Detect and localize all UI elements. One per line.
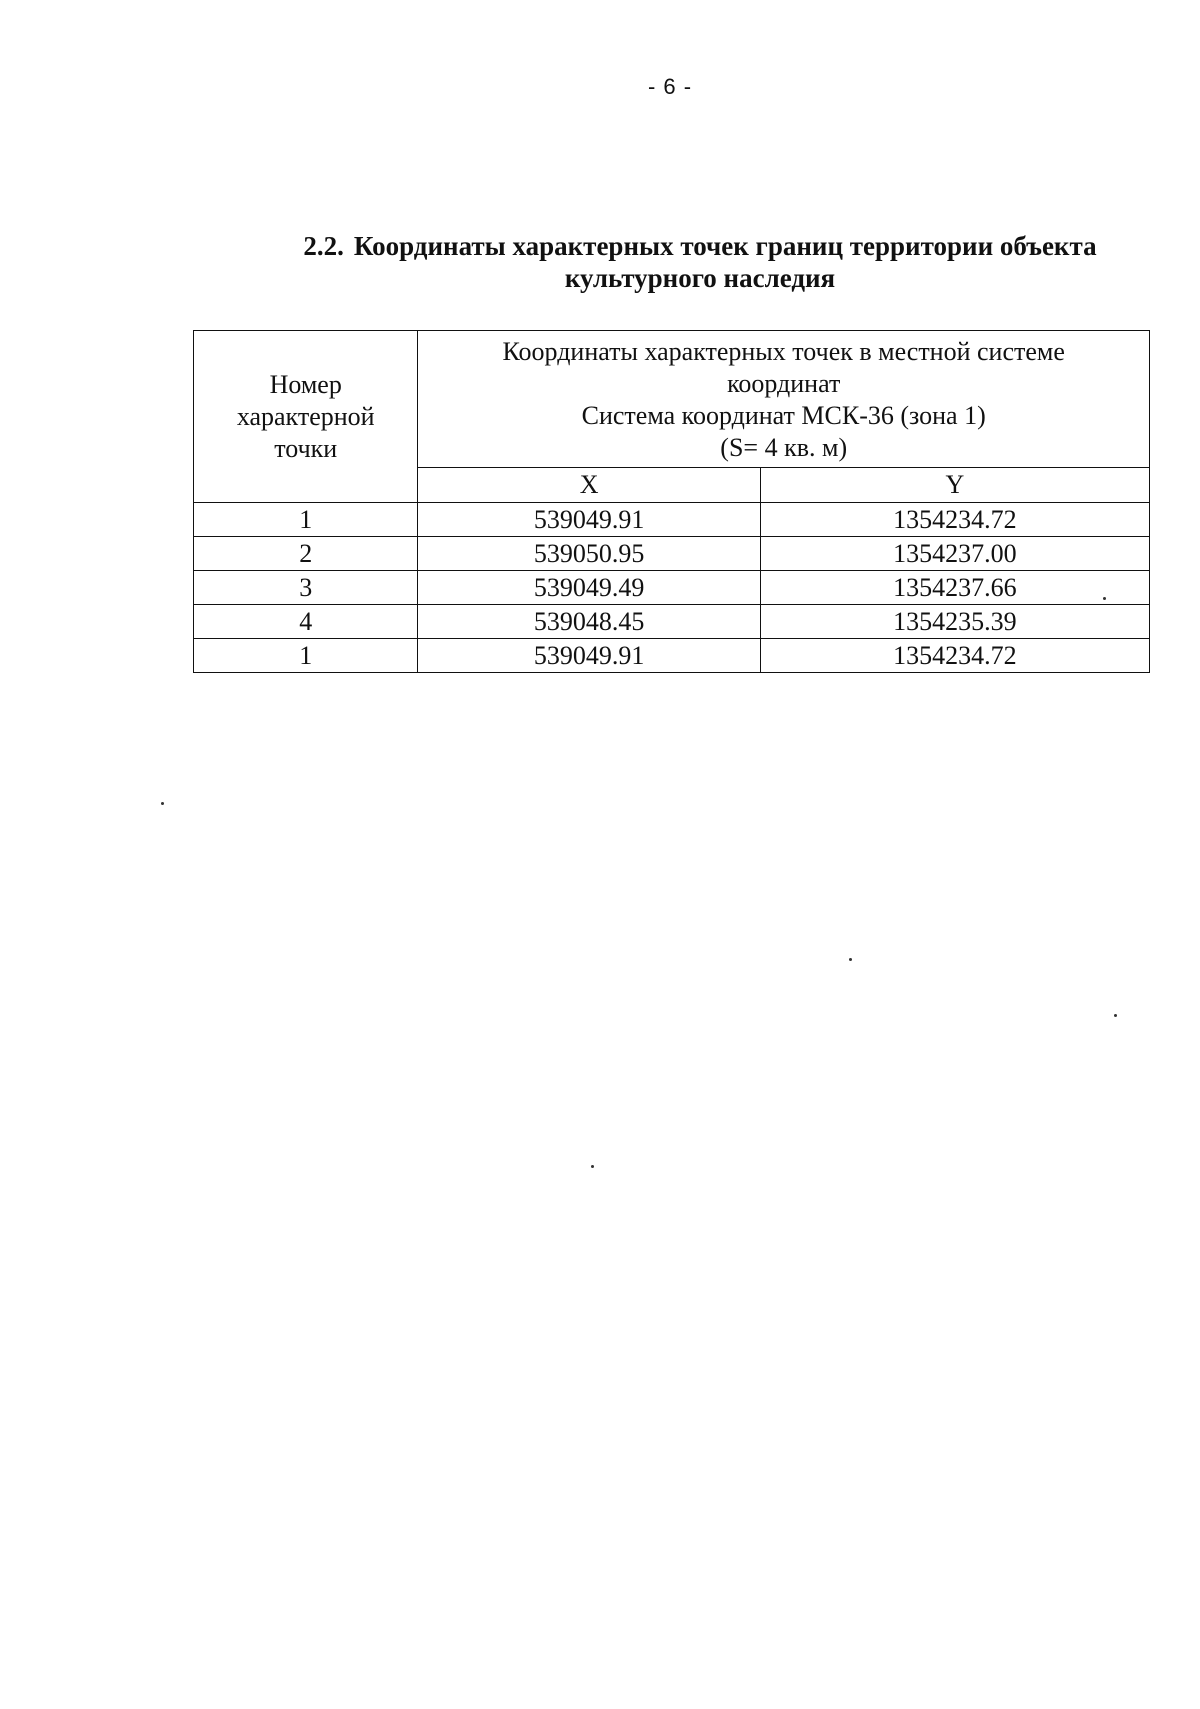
table-row xyxy=(194,503,1150,537)
cell-point: 1 xyxy=(194,503,418,537)
header-system-line: Система координат МСК-36 (зона 1) xyxy=(581,401,986,430)
header-system-line: координат xyxy=(727,369,841,398)
cell-point: 2 xyxy=(194,537,418,571)
cell-y: 1354237.00 xyxy=(760,537,1149,571)
scan-speck xyxy=(1114,1014,1117,1017)
scan-speck xyxy=(1103,597,1106,600)
cell-x: 539049.91 xyxy=(418,639,760,673)
section-title xyxy=(250,230,1150,294)
table-row xyxy=(194,537,1150,571)
section-title-line-2: культурного наследия xyxy=(564,263,836,293)
header-point-line: точки xyxy=(274,433,338,463)
cell-x: 539049.49 xyxy=(418,571,760,605)
section-title-line-1 xyxy=(250,230,1150,262)
section-number: 2.2. xyxy=(303,231,344,261)
cell-y: 1354235.39 xyxy=(760,605,1149,639)
scan-speck xyxy=(591,1165,594,1168)
cell-y: 1354237.66 xyxy=(760,571,1149,605)
scan-speck xyxy=(161,802,164,805)
cell-point: 1 xyxy=(194,639,418,673)
cell-y: 1354234.72 xyxy=(760,639,1149,673)
table-header-row xyxy=(194,331,1150,468)
header-x: X xyxy=(418,468,760,503)
section-title-text: Координаты характерных точек границ территории объекта xyxy=(353,231,1097,261)
header-point-line: Номер xyxy=(269,369,342,399)
header-point-line: характерной xyxy=(236,401,375,431)
coordinates-table xyxy=(193,330,1150,673)
header-system-line: Координаты характерных точек в местной системе xyxy=(502,337,1065,366)
header-y: Y xyxy=(760,468,1149,503)
page-number: - 6 - xyxy=(647,74,693,99)
cell-point: 4 xyxy=(194,605,418,639)
header-point-number xyxy=(194,331,418,503)
table-row xyxy=(194,639,1150,673)
table-row xyxy=(194,571,1150,605)
header-system-line: (S= 4 кв. м) xyxy=(720,433,848,462)
scan-speck xyxy=(849,958,852,961)
cell-y: 1354234.72 xyxy=(760,503,1149,537)
cell-x: 539049.91 xyxy=(418,503,760,537)
cell-x: 539048.45 xyxy=(418,605,760,639)
table-row xyxy=(194,605,1150,639)
cell-x: 539050.95 xyxy=(418,537,760,571)
cell-point: 3 xyxy=(194,571,418,605)
header-coordinate-system xyxy=(418,331,1150,468)
